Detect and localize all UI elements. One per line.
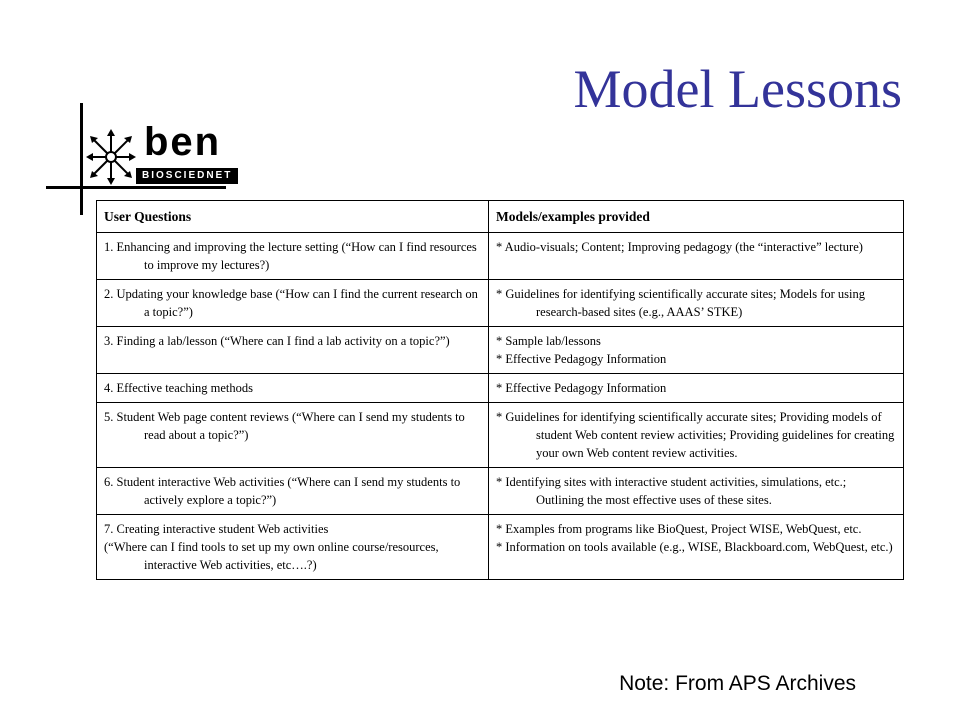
network-arrows-icon xyxy=(86,128,136,186)
table-row xyxy=(97,280,904,327)
question-cell xyxy=(97,403,489,468)
model-item: * Information on tools available (e.g., WISE, Blackboard.com, WebQuest, etc.) xyxy=(496,540,893,554)
models-cell xyxy=(489,327,904,374)
question-text: 7. Creating interactive student Web activities xyxy=(104,522,329,536)
question-cell xyxy=(97,515,489,580)
question-text: 3. Finding a lab/lesson (“Where can I find a lab activity on a topic?”) xyxy=(104,334,450,348)
question-cell xyxy=(97,280,489,327)
table-row xyxy=(97,233,904,280)
slide-title: Model Lessons xyxy=(573,59,902,119)
models-cell xyxy=(489,515,904,580)
ben-logo xyxy=(86,122,246,192)
model-item: * Guidelines for identifying scientifically accurate sites; Providing models of student Web content review activities; Providing guidelines for creating your own Web content review activities. xyxy=(496,410,895,460)
table-row xyxy=(97,468,904,515)
model-item: * Guidelines for identifying scientifically accurate sites; Models for using research-based sites (e.g., AAAS’ STKE) xyxy=(496,287,866,319)
models-cell xyxy=(489,403,904,468)
question-text: 6. Student interactive Web activities (“Where can I send my students to actively explore a topic?”) xyxy=(104,475,461,507)
table-row xyxy=(97,515,904,580)
source-note: Note: From APS Archives xyxy=(619,672,856,695)
question-cell xyxy=(97,233,489,280)
question-text: 2. Updating your knowledge base (“How can I find the current research on a topic?”) xyxy=(104,287,478,319)
logo-subtitle: BIOSCIEDNET xyxy=(136,168,238,184)
question-cell xyxy=(97,468,489,515)
table-row xyxy=(97,374,904,403)
table-row xyxy=(97,327,904,374)
vertical-rule xyxy=(80,103,83,215)
model-item: * Examples from programs like BioQuest, Project WISE, WebQuest, etc. xyxy=(496,522,862,536)
question-cell xyxy=(97,374,489,403)
model-lessons-table xyxy=(96,200,904,580)
model-item: * Sample lab/lessons xyxy=(496,334,601,348)
models-cell xyxy=(489,468,904,515)
question-text: (“Where can I find tools to set up my own online course/resources, interactive Web activities, etc….?) xyxy=(104,540,439,572)
question-text: 1. Enhancing and improving the lecture setting (“How can I find resources to improve my lectures?) xyxy=(104,240,477,272)
model-item: * Audio-visuals; Content; Improving pedagogy (the “interactive” lecture) xyxy=(496,240,863,254)
table-header-row xyxy=(97,201,904,233)
header-user-questions: User Questions xyxy=(97,201,489,233)
model-item: * Effective Pedagogy Information xyxy=(496,352,667,366)
question-cell xyxy=(97,327,489,374)
table-row xyxy=(97,403,904,468)
models-cell xyxy=(489,374,904,403)
model-item: * Identifying sites with interactive student activities, simulations, etc.; Outlining the most effective uses of these sites. xyxy=(496,475,847,507)
question-text: 4. Effective teaching methods xyxy=(104,381,254,395)
model-item: * Effective Pedagogy Information xyxy=(496,381,667,395)
models-cell xyxy=(489,280,904,327)
models-cell xyxy=(489,233,904,280)
logo-word: ben xyxy=(144,120,222,164)
header-models-examples: Models/examples provided xyxy=(489,201,904,233)
question-text: 5. Student Web page content reviews (“Where can I send my students to read about a topic?”) xyxy=(104,410,465,442)
